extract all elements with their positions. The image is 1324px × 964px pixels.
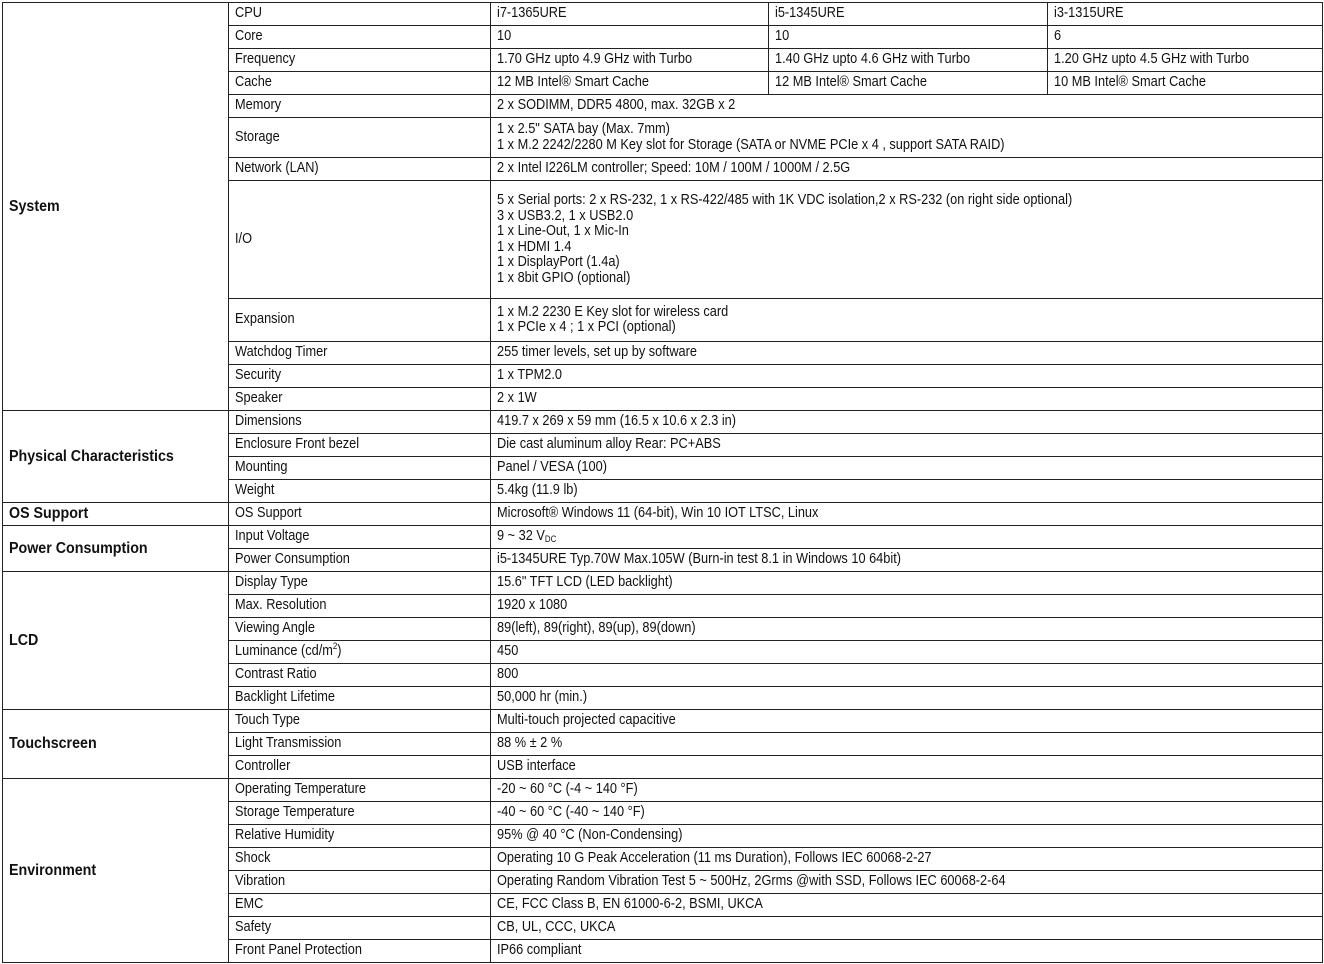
label-operating-temperature: Operating Temperature xyxy=(229,779,491,802)
label-os: OS Support xyxy=(229,503,491,526)
core-value-3: 6 xyxy=(1048,26,1323,49)
core-value-1: 10 xyxy=(491,26,769,49)
category-power: Power Consumption xyxy=(3,526,211,572)
frequency-value-3: 1.20 GHz upto 4.5 GHz with Turbo xyxy=(1048,49,1323,72)
storage-line: 1 x M.2 2242/2280 M Key slot for Storage (SATA or NVME PCIe x 4 , support SATA RAID) xyxy=(497,136,1005,153)
weight-value: 5.4kg (11.9 lb) xyxy=(491,480,1323,503)
enclosure-value: Die cast aluminum alloy Rear: PC+ABS xyxy=(491,434,1323,457)
label-display-type: Display Type xyxy=(229,572,491,595)
controller-value: USB interface xyxy=(491,756,1323,779)
category-os: OS Support xyxy=(3,503,211,526)
label-resolution: Max. Resolution xyxy=(229,595,491,618)
label-vibration: Vibration xyxy=(229,871,491,894)
label-safety: Safety xyxy=(229,917,491,940)
label-memory: Memory xyxy=(229,95,491,118)
cache-value-2: 12 MB Intel® Smart Cache xyxy=(769,72,1048,95)
category-system: System xyxy=(3,3,211,411)
label-cache: Cache xyxy=(229,72,491,95)
io-value xyxy=(491,181,1323,299)
row-display-type xyxy=(3,572,1323,595)
label-watchdog: Watchdog Timer xyxy=(229,342,491,365)
category-touchscreen: Touchscreen xyxy=(3,710,211,779)
mounting-value: Panel / VESA (100) xyxy=(491,457,1323,480)
contrast-value: 800 xyxy=(491,664,1323,687)
label-power-consumption: Power Consumption xyxy=(229,549,491,572)
expansion-line: 1 x M.2 2230 E Key slot for wireless card xyxy=(497,303,729,320)
shock-value: Operating 10 G Peak Acceleration (11 ms Duration), Follows IEC 60068-2-27 xyxy=(491,848,1323,871)
category-lcd: LCD xyxy=(3,572,211,710)
display-type-value: 15.6" TFT LCD (LED backlight) xyxy=(491,572,1323,595)
label-dimensions: Dimensions xyxy=(229,411,491,434)
row-os xyxy=(3,503,1323,526)
label-backlight: Backlight Lifetime xyxy=(229,687,491,710)
io-line: 5 x Serial ports: 2 x RS-232, 1 x RS-422/485 with 1K VDC isolation,2 x RS-232 (on right side optional) xyxy=(497,192,1073,208)
expansion-value xyxy=(491,299,1323,342)
power-consumption-value: i5-1345URE Typ.70W Max.105W (Burn-in test 8.1 in Windows 10 64bit) xyxy=(491,549,1323,572)
viewing-angle-value: 89(left), 89(right), 89(up), 89(down) xyxy=(491,618,1323,641)
label-contrast: Contrast Ratio xyxy=(229,664,491,687)
row-touch-type xyxy=(3,710,1323,733)
memory-value: 2 x SODIMM, DDR5 4800, max. 32GB x 2 xyxy=(491,95,1323,118)
emc-value: CE, FCC Class B, EN 61000-6-2, BSMI, UKCA xyxy=(491,894,1323,917)
label-cpu: CPU xyxy=(229,3,491,26)
touch-type-value: Multi-touch projected capacitive xyxy=(491,710,1323,733)
label-expansion: Expansion xyxy=(229,299,491,342)
io-line: 1 x 8bit GPIO (optional) xyxy=(497,269,631,286)
speaker-value: 2 x 1W xyxy=(491,388,1323,411)
label-shock: Shock xyxy=(229,848,491,871)
io-line: 1 x DisplayPort (1.4a) xyxy=(497,254,620,270)
vibration-value: Operating Random Vibration Test 5 ~ 500Hz, 2Grms @with SSD, Follows IEC 60068-2-64 xyxy=(491,871,1323,894)
label-speaker: Speaker xyxy=(229,388,491,411)
row-operating-temperature xyxy=(3,779,1323,802)
label-emc: EMC xyxy=(229,894,491,917)
light-transmission-value: 88 % ± 2 % xyxy=(491,733,1323,756)
label-humidity: Relative Humidity xyxy=(229,825,491,848)
label-security: Security xyxy=(229,365,491,388)
spec-table xyxy=(2,2,1323,963)
backlight-value: 50,000 hr (min.) xyxy=(491,687,1323,710)
row-dimensions xyxy=(3,411,1323,434)
label-luminance: Luminance $(cd/m^2)$ xyxy=(229,641,491,664)
core-value-2: 10 xyxy=(769,26,1048,49)
security-value: 1 x TPM2.0 xyxy=(491,365,1323,388)
label-input-voltage: Input Voltage xyxy=(229,526,491,549)
category-physical: Physical Characteristics xyxy=(3,411,211,503)
label-controller: Controller xyxy=(229,756,491,779)
frequency-value-2: 1.40 GHz upto 4.6 GHz with Turbo xyxy=(769,49,1048,72)
cpu-model-1: i7-1365URE xyxy=(491,3,769,26)
label-front-panel-protection: Front Panel Protection xyxy=(229,940,491,963)
label-enclosure: Enclosure Front bezel xyxy=(229,434,491,457)
operating-temperature-value: -20 ~ 60 °C (-4 ~ 140 °F) xyxy=(491,779,1323,802)
front-panel-protection-value: IP66 compliant xyxy=(491,940,1323,963)
cpu-model-2: i5-1345URE xyxy=(769,3,1048,26)
cpu-model-3: i3-1315URE xyxy=(1048,3,1323,26)
storage-line: 1 x 2.5" SATA bay (Max. 7mm) xyxy=(497,121,670,137)
humidity-value: 95% @ 40 °C (Non-Condensing) xyxy=(491,825,1323,848)
label-io: I/O xyxy=(229,181,491,299)
dimensions-value: 419.7 x 269 x 59 mm (16.5 x 10.6 x 2.3 in) xyxy=(491,411,1323,434)
cache-value-1: 12 MB Intel® Smart Cache xyxy=(491,72,769,95)
io-line: 3 x USB3.2, 1 x USB2.0 xyxy=(497,207,634,224)
label-storage-temperature: Storage Temperature xyxy=(229,802,491,825)
frequency-value-1: 1.70 GHz upto 4.9 GHz with Turbo xyxy=(491,49,769,72)
category-environment: Environment xyxy=(3,779,211,963)
cache-value-3: 10 MB Intel® Smart Cache xyxy=(1048,72,1323,95)
row-cpu xyxy=(3,3,1323,26)
label-storage: Storage xyxy=(229,118,491,158)
io-line: 1 x HDMI 1.4 xyxy=(497,238,572,255)
network-value: 2 x Intel I226LM controller; Speed: 10M / 100M / 1000M / 2.5G xyxy=(491,158,1323,181)
watchdog-value: 255 timer levels, set up by software xyxy=(491,342,1323,365)
io-line: 1 x Line-Out, 1 x Mic-In xyxy=(497,223,629,239)
label-mounting: Mounting xyxy=(229,457,491,480)
label-viewing-angle: Viewing Angle xyxy=(229,618,491,641)
label-light-transmission: Light Transmission xyxy=(229,733,491,756)
label-frequency: Frequency xyxy=(229,49,491,72)
label-network: Network (LAN) xyxy=(229,158,491,181)
label-touch-type: Touch Type xyxy=(229,710,491,733)
expansion-line: 1 x PCIe x 4 ; 1 x PCI (optional) xyxy=(497,319,676,335)
safety-value: CB, UL, CCC, UKCA xyxy=(491,917,1323,940)
input-voltage-value: 9 ~ 32 $V_{DC}$ xyxy=(491,526,1323,549)
resolution-value: 1920 x 1080 xyxy=(491,595,1323,618)
label-core: Core xyxy=(229,26,491,49)
luminance-value: 450 xyxy=(491,641,1323,664)
row-input-voltage xyxy=(3,526,1323,549)
os-value: Microsoft® Windows 11 (64-bit), Win 10 IOT LTSC, Linux xyxy=(491,503,1323,526)
label-weight: Weight xyxy=(229,480,491,503)
storage-value xyxy=(491,118,1323,158)
storage-temperature-value: -40 ~ 60 °C (-40 ~ 140 °F) xyxy=(491,802,1323,825)
